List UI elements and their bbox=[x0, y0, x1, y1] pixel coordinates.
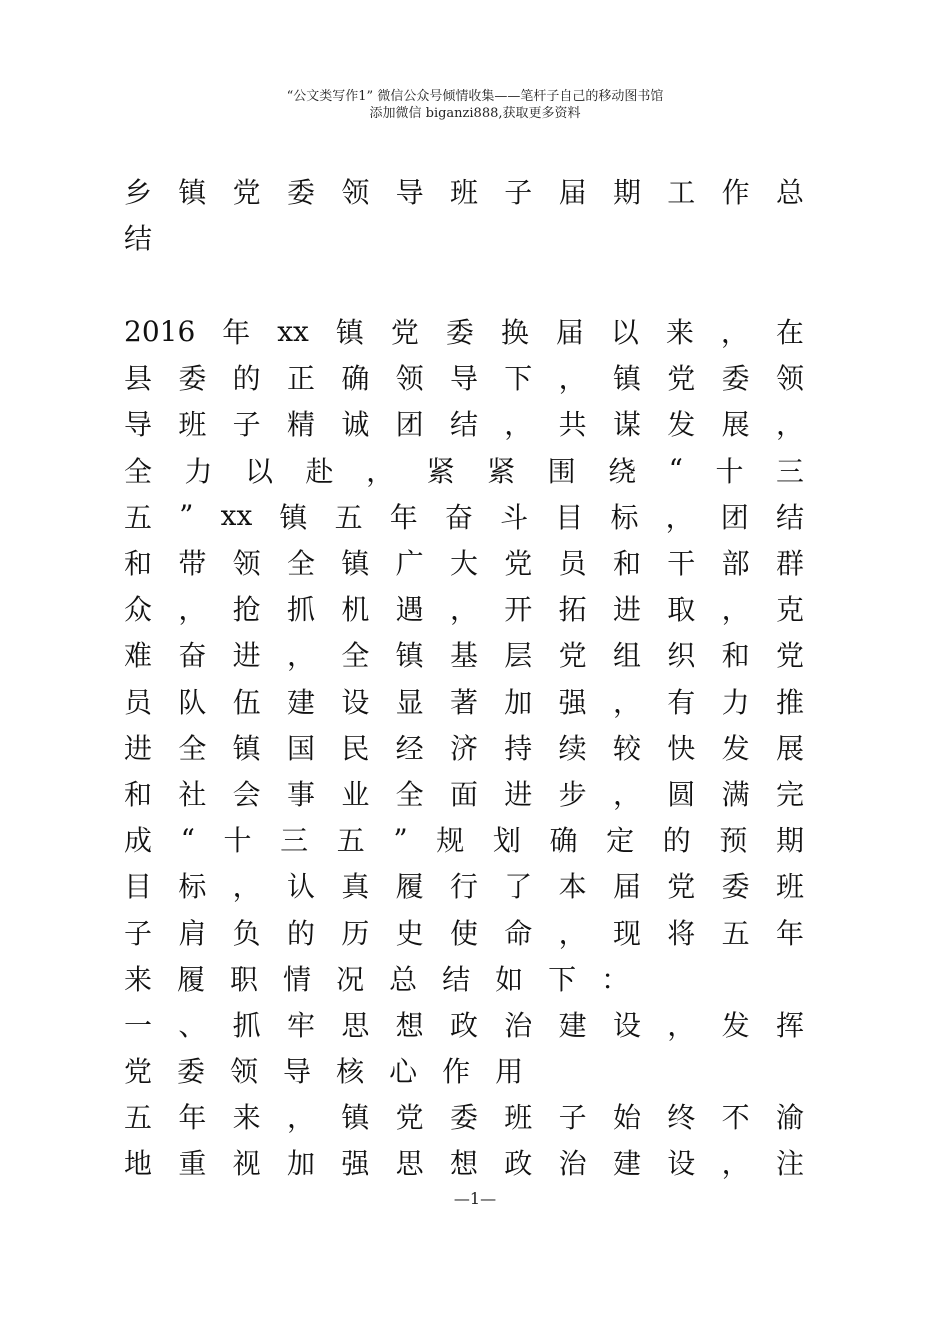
body-line: 和 社 会 事 业 全 面 进 步 ， 圆 满 完 bbox=[124, 777, 804, 811]
document-body bbox=[124, 308, 804, 1186]
body-line: 一 、 抓 牢 思 想 政 治 建 设 ， 发 挥 bbox=[124, 1008, 804, 1042]
body-line: 来 履 职 情 况 总 结 如 下 ： bbox=[124, 962, 630, 996]
body-line: 全 力 以 赴 ， 紧 紧 围 绕 “ 十 三 bbox=[124, 453, 804, 488]
body-line: 进 全 镇 国 民 经 济 持 续 较 快 发 展 bbox=[124, 731, 804, 765]
body-line: 2016 年 xx 镇 党 委 换 届 以 来 ， 在 bbox=[124, 314, 804, 350]
page-number: —1— bbox=[453, 1189, 497, 1208]
body-line: 成 “ 十 三 五 ” 规 划 确 定 的 预 期 bbox=[124, 822, 804, 858]
page-header bbox=[0, 88, 950, 122]
body-line: 和 带 领 全 镇 广 大 党 员 和 干 部 群 bbox=[124, 547, 804, 581]
body-line: 子 肩 负 的 历 史 使 命 ， 现 将 五 年 bbox=[124, 916, 804, 950]
header-line-2: 添加微信 biganzi888,获取更多资料 bbox=[369, 106, 581, 121]
header-line-1: “公文类写作1” 微信公众号倾情收集——笔杆子自己的移动图书馆 bbox=[286, 89, 664, 104]
body-line: 目 标 ， 认 真 履 行 了 本 届 党 委 班 bbox=[124, 870, 804, 904]
body-line: 五 ” xx 镇 五 年 奋 斗 目 标 ， 团 结 bbox=[124, 499, 804, 534]
body-line: 县 委 的 正 确 领 导 下 ， 镇 党 委 领 bbox=[124, 362, 804, 396]
body-line: 党 委 领 导 核 心 作 用 bbox=[124, 1055, 524, 1089]
title-line: 结 bbox=[124, 222, 153, 255]
body-line: 五 年 来 ， 镇 党 委 班 子 始 终 不 渝 bbox=[124, 1101, 804, 1135]
body-line: 地 重 视 加 强 思 想 政 治 建 设 ， 注 bbox=[124, 1147, 804, 1181]
body-line: 众 ， 抢 抓 机 遇 ， 开 拓 进 取 ， 克 bbox=[124, 593, 804, 627]
body-line: 员 队 伍 建 设 显 著 加 强 ， 有 力 推 bbox=[124, 685, 804, 719]
title-line: 乡 镇 党 委 领 导 班 子 届 期 工 作 总 bbox=[124, 176, 804, 209]
document-title bbox=[124, 168, 804, 260]
body-line: 导 班 子 精 诚 团 结 ， 共 谋 发 展 ， bbox=[124, 408, 804, 442]
body-line: 难 奋 进 ， 全 镇 基 层 党 组 织 和 党 bbox=[124, 639, 804, 673]
